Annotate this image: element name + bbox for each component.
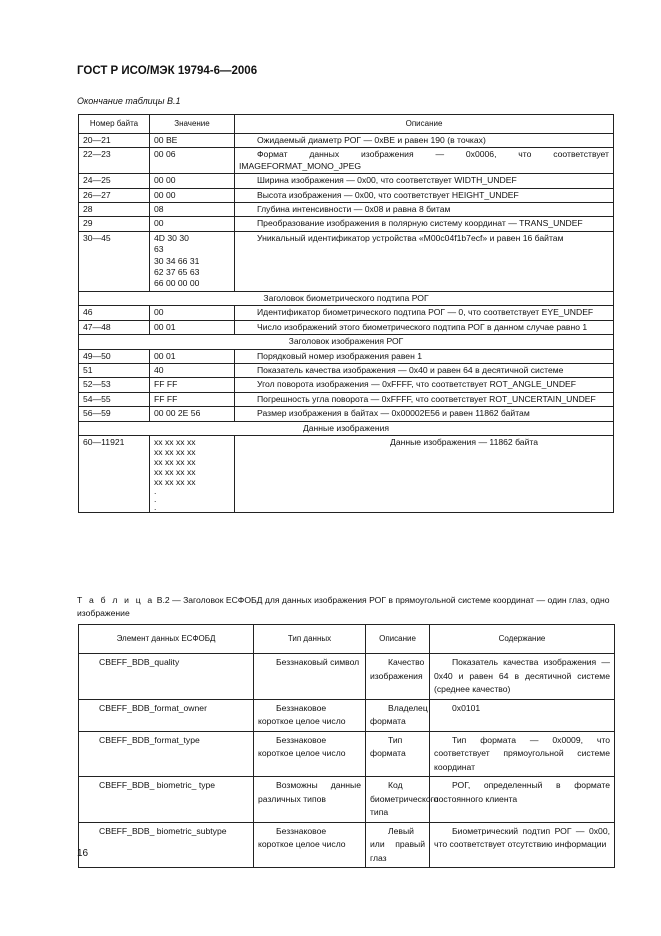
- element-cell: CBEFF_BDB_ biometric_ type: [79, 777, 254, 823]
- description-cell: Высота изображения — 0x00, что соответствует HEIGHT_UNDEF: [235, 188, 614, 202]
- description-cell: Размер изображения в байтах — 0x00002E56 и равен 11862 байтам: [235, 407, 614, 421]
- byte-number-cell: 54—55: [79, 392, 150, 406]
- description-cell: Преобразование изображения в полярную систему координат — TRANS_UNDEF: [235, 217, 614, 231]
- description-cell: Порядковый номер изображения равен 1: [235, 349, 614, 363]
- element-cell: CBEFF_BDB_quality: [79, 654, 254, 700]
- byte-number-cell: 52—53: [79, 378, 150, 392]
- table-header-row: [79, 625, 615, 654]
- column-header: Номер байта: [79, 115, 150, 134]
- type-cell: Беззнаковое короткое целое число: [254, 822, 366, 868]
- table-row: [79, 349, 614, 363]
- value-cell: 08: [150, 203, 235, 217]
- value-cell: FF FF: [150, 392, 235, 406]
- section-heading: Заголовок изображения РОГ: [79, 335, 614, 349]
- description-cell: Число изображений этого биометрического подтипа РОГ в данном случае равно 1: [235, 320, 614, 334]
- section-row: [79, 335, 614, 349]
- table-b2: [78, 624, 615, 868]
- table-header-row: [79, 115, 614, 134]
- description-cell: Ожидаемый диаметр РОГ — 0xBE и равен 190 (в точках): [235, 134, 614, 148]
- value-cell: 00 01: [150, 320, 235, 334]
- byte-number-cell: 30—45: [79, 231, 150, 291]
- description-cell: Ширина изображения — 0x00, что соответствует WIDTH_UNDEF: [235, 174, 614, 188]
- type-cell: Беззнаковое короткое целое число: [254, 699, 366, 731]
- description-cell: Глубина интенсивности — 0x08 и равна 8 битам: [235, 203, 614, 217]
- element-cell: CBEFF_BDB_ biometric_subtype: [79, 822, 254, 868]
- column-header: Описание: [366, 625, 430, 654]
- table-label: Т а б л и ц а: [77, 595, 155, 605]
- table-row: [79, 392, 614, 406]
- value-cell: FF FF: [150, 378, 235, 392]
- table-row: [79, 777, 615, 823]
- section-row: [79, 291, 614, 305]
- table-row: [79, 148, 614, 174]
- byte-number-cell: 56—59: [79, 407, 150, 421]
- table-caption: Окончание таблицы В.1: [77, 96, 181, 106]
- section-heading: Заголовок биометрического подтипа РОГ: [79, 291, 614, 305]
- description-cell: Владелец формата: [366, 699, 430, 731]
- value-cell: 00 00 2E 56: [150, 407, 235, 421]
- page-header: ГОСТ Р ИСО/МЭК 19794-6—2006: [77, 65, 258, 77]
- content-cell: РОГ, определенный в формате постоянного клиента: [430, 777, 615, 823]
- image-data-values: xx xx xx xx xx xx xx xx xx xx xx xx xx xx xx xx xx xx xx xx: [154, 436, 196, 487]
- description-cell: Данные изображения — 11862 байта: [235, 435, 614, 512]
- byte-number-cell: 60—11921: [79, 435, 150, 512]
- value-cell: 00 01: [150, 349, 235, 363]
- column-header: Значение: [150, 115, 235, 134]
- table-row: [79, 822, 615, 868]
- table-row: [79, 435, 614, 512]
- value-cell: 4D 30 30 63 30 34 66 31 62 37 65 63 66 00 00 00: [150, 231, 235, 291]
- table-row: [79, 306, 614, 320]
- description-cell: Угол поворота изображения — 0xFFFF, что соответствует ROT_ANGLE_UNDEF: [235, 378, 614, 392]
- column-header: Элемент данных ЕСФОБД: [79, 625, 254, 654]
- column-header: Содержание: [430, 625, 615, 654]
- description-cell: Тип формата: [366, 731, 430, 777]
- value-cell: 40: [150, 363, 235, 377]
- column-header: Описание: [235, 115, 614, 134]
- value-cell: 00 BE: [150, 134, 235, 148]
- table-row: [79, 699, 615, 731]
- value-cell: [150, 435, 235, 512]
- byte-number-cell: 49—50: [79, 349, 150, 363]
- table-row: [79, 363, 614, 377]
- byte-number-cell: 20—21: [79, 134, 150, 148]
- byte-number-cell: 51: [79, 363, 150, 377]
- byte-number-cell: 47—48: [79, 320, 150, 334]
- description-cell: Код биометрического типа: [366, 777, 430, 823]
- type-cell: Возможны данные различных типов: [254, 777, 366, 823]
- column-header: Тип данных: [254, 625, 366, 654]
- type-cell: Беззнаковое короткое целое число: [254, 731, 366, 777]
- section-heading: Данные изображения: [79, 421, 614, 435]
- description-cell: Идентификатор биометрического подтипа РОГ — 0, что соответствует EYE_UNDEF: [235, 306, 614, 320]
- byte-number-cell: 26—27: [79, 188, 150, 202]
- description-cell: Левый или правый глаз: [366, 822, 430, 868]
- content-cell: Показатель качества изображения — 0x40 и равен 64 в десятичной системе (среднее качество): [430, 654, 615, 700]
- ellipsis-dots: . . .: [154, 485, 157, 512]
- description-cell: Погрешность угла поворота — 0xFFFF, что соответствует ROT_UNCERTAIN_UNDEF: [235, 392, 614, 406]
- table-row: [79, 231, 614, 291]
- table-row: [79, 320, 614, 334]
- table-row: [79, 378, 614, 392]
- table-row: [79, 203, 614, 217]
- table-row: [79, 407, 614, 421]
- byte-number-cell: 22—23: [79, 148, 150, 174]
- content-cell: Биометрический подтип РОГ — 0x00, что соответствует отсутствию информации: [430, 822, 615, 868]
- value-cell: 00 06: [150, 148, 235, 174]
- description-cell: Уникальный идентификатор устройства «M00c04f1b7ecf» и равен 16 байтам: [235, 231, 614, 291]
- table-row: [79, 188, 614, 202]
- table-b1: [78, 114, 614, 513]
- element-cell: CBEFF_BDB_format_owner: [79, 699, 254, 731]
- value-cell: 00 00: [150, 174, 235, 188]
- page-number: 16: [77, 848, 89, 859]
- table-title-text: В.2 — Заголовок ЕСФОБД для данных изображения РОГ в прямоугольной системе координат — один глаз, одно изображение: [77, 595, 610, 618]
- value-cell: 00: [150, 306, 235, 320]
- section-row: [79, 421, 614, 435]
- description-cell: Качество изображения: [366, 654, 430, 700]
- table-row: [79, 174, 614, 188]
- table-row: [79, 654, 615, 700]
- type-cell: Беззнаковый символ: [254, 654, 366, 700]
- content-cell: Тип формата — 0x0009, что соответствует прямоугольной системе координат: [430, 731, 615, 777]
- table-b2-title: [77, 594, 615, 620]
- byte-number-cell: 28: [79, 203, 150, 217]
- byte-number-cell: 46: [79, 306, 150, 320]
- description-cell: Формат данных изображения — 0x0006, что соответствует IMAGEFORMAT_MONO_JPEG: [235, 148, 614, 174]
- value-cell: 00 00: [150, 188, 235, 202]
- element-cell: CBEFF_BDB_format_type: [79, 731, 254, 777]
- table-row: [79, 217, 614, 231]
- byte-number-cell: 24—25: [79, 174, 150, 188]
- content-cell: 0x0101: [430, 699, 615, 731]
- table-row: [79, 731, 615, 777]
- value-cell: 00: [150, 217, 235, 231]
- table-row: [79, 134, 614, 148]
- description-cell: Показатель качества изображения — 0x40 и равен 64 в десятичной системе: [235, 363, 614, 377]
- byte-number-cell: 29: [79, 217, 150, 231]
